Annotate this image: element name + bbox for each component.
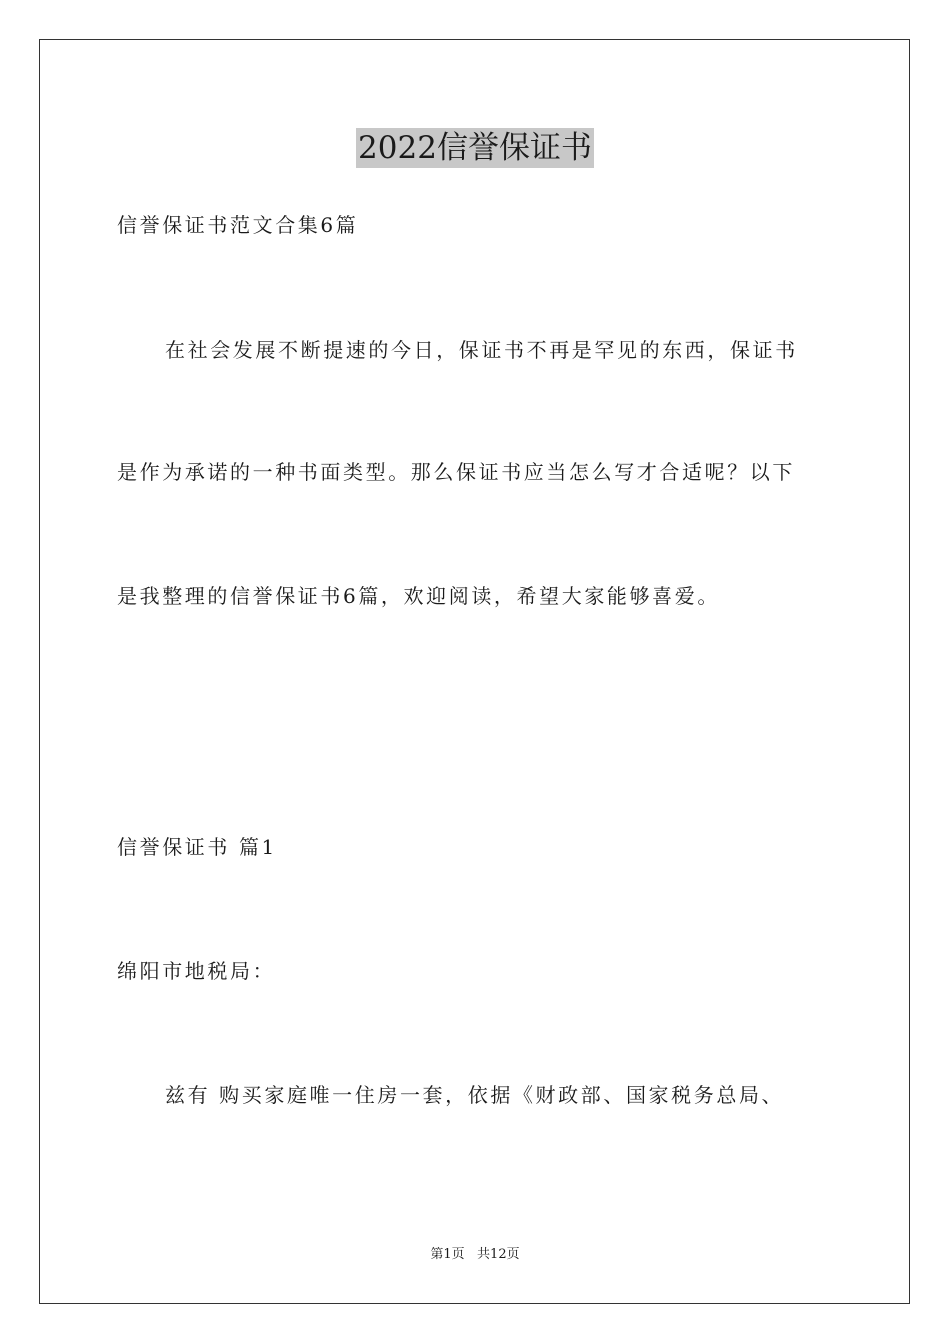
intro-line-1: 在社会发展不断提速的今日，保证书不再是罕见的东西，保证书	[165, 338, 798, 362]
section-heading: 信誉保证书 篇1	[117, 835, 277, 859]
intro-line-2: 是作为承诺的一种书面类型。那么保证书应当怎么写才合适呢？以下	[117, 460, 795, 484]
body-line-1: 兹有 购买家庭唯一住房一套，依据《财政部、国家税务总局、	[165, 1083, 785, 1107]
document-subtitle: 信誉保证书范文合集6篇	[117, 213, 359, 237]
document-title: 2022信誉保证书	[358, 130, 592, 166]
title-container	[0, 128, 950, 168]
page-footer: 第1页 共12页	[430, 1247, 520, 1262]
intro-line-3: 是我整理的信誉保证书6篇，欢迎阅读，希望大家能够喜爱。	[117, 584, 720, 608]
addressee: 绵阳市地税局：	[117, 959, 276, 983]
